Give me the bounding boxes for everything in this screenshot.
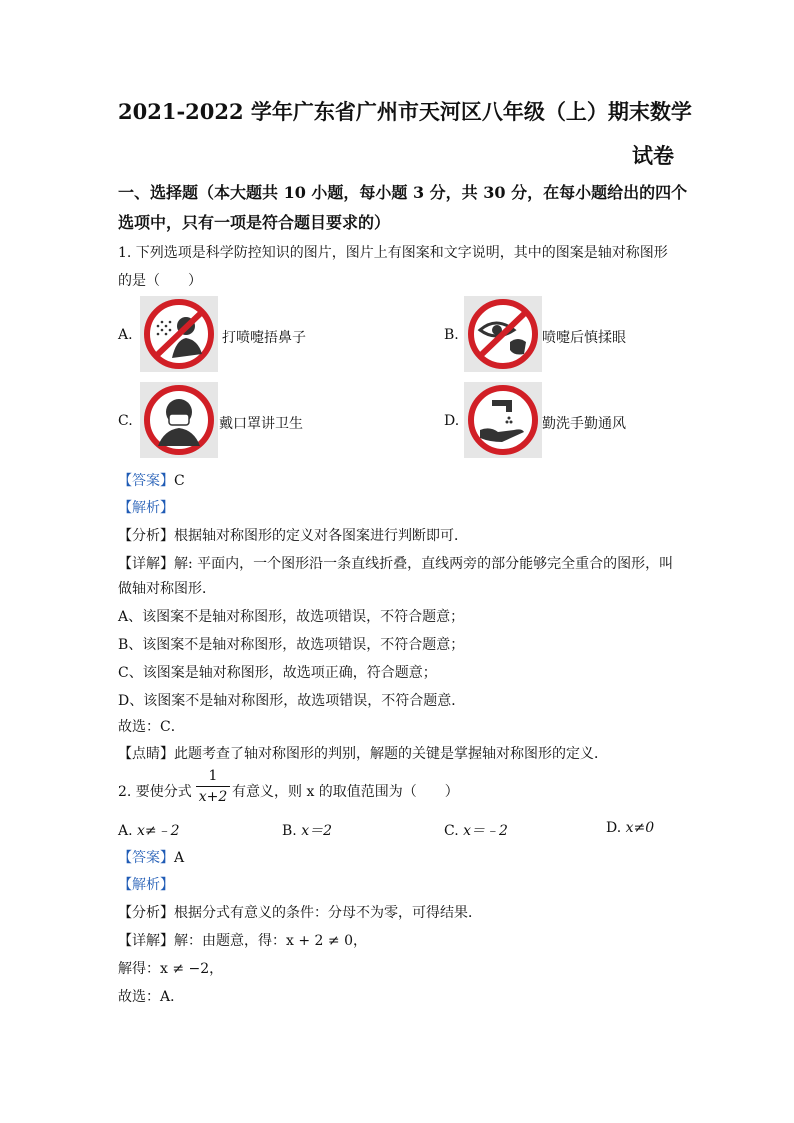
q2-stem-prefix: 2. 要使分式 (118, 784, 192, 800)
q2-conclusion: 故选：A． (118, 989, 185, 1005)
q1-option-a-text: 打喷嚏捂鼻子 (222, 330, 306, 346)
q1-option-d-text: 勤洗手勤通风 (542, 416, 626, 432)
q1-option-c-label: C. (118, 413, 133, 429)
xiangjie-text: 解：由题意，得：x + 2 ≠ 0， (174, 933, 367, 949)
no-rub-eyes-icon (464, 296, 542, 372)
q2-answer (118, 847, 184, 867)
answer-value: C (174, 473, 185, 489)
q1-stem: 1. 下列选项是科学防控知识的图片，图片上有图案和文字说明，其中的图案是轴对称图形 (118, 245, 668, 261)
fenxi-text: 根据分式有意义的条件：分母不为零，可得结果． (174, 905, 482, 921)
answer-tag: 【答案】 (118, 850, 174, 866)
xiangjie-tag: 【详解】 (118, 933, 174, 949)
document-title: 2021-2022 学年广东省广州市天河区八年级（上）期末数学 (118, 99, 692, 124)
q1-line-a: A、该图案不是轴对称图形，故选项错误，不符合题意； (118, 609, 465, 625)
q1-analysis-tag: 【解析】 (118, 500, 174, 516)
q1-line-c: C、该图案是轴对称图形，故选项正确，符合题意； (118, 665, 437, 681)
q2-option-a: A. x≠﹣2 (118, 823, 180, 839)
document-title-continued: 试卷 (632, 143, 674, 168)
fraction-numerator: 1 (196, 766, 230, 787)
q1-conclusion: 故选：C． (118, 719, 185, 735)
answer-value: A (174, 850, 185, 866)
wear-mask-icon (140, 382, 218, 458)
q2-fraction (196, 766, 230, 807)
fenxi-text: 根据轴对称图形的定义对各图案进行判断即可． (174, 528, 468, 544)
wash-hands-icon (464, 382, 542, 458)
q1-option-a-label: A. (118, 327, 133, 343)
section-heading: 一、选择题（本大题共 10 小题，每小题 3 分，共 30 分，在每小题给出的四个 (118, 183, 688, 202)
section-heading-continued: 选项中，只有一项是符合题目要求的） (118, 213, 391, 232)
fraction-denominator: x+2 (198, 789, 228, 805)
q1-fenxi (118, 525, 468, 545)
dianjing-text: 此题考查了轴对称图形的判别，解题的关键是掌握轴对称图形的定义． (174, 746, 608, 762)
q1-xiangjie (118, 553, 673, 573)
answer-tag: 【答案】 (118, 473, 174, 489)
q1-stem-continued: 的是（ ） (118, 273, 202, 289)
q1-option-d-label: D. (444, 413, 460, 429)
q2-option-b: B. x＝2 (282, 823, 333, 839)
q2-stem-suffix: 有意义，则 x 的取值范围为（ ） (232, 784, 459, 800)
q1-option-c-text: 戴口罩讲卫生 (219, 416, 303, 432)
q1-option-b-text: 喷嚏后慎揉眼 (542, 330, 626, 346)
q1-line-b: B、该图案不是轴对称图形，故选项错误，不符合题意； (118, 637, 465, 653)
q2-option-c: C. x＝﹣2 (444, 823, 508, 839)
fenxi-tag: 【分析】 (118, 905, 174, 921)
q2-solution: 解得：x ≠ −2， (118, 961, 224, 977)
q1-answer (118, 470, 185, 490)
sneeze-cover-nose-icon (140, 296, 218, 372)
q2-analysis-tag: 【解析】 (118, 877, 174, 893)
q1-dianjing (118, 743, 608, 763)
q1-xiangjie-continued: 做轴对称图形． (118, 581, 216, 597)
xiangjie-text: 解: 平面内，一个图形沿一条直线折叠，直线两旁的部分能够完全重合的图形，叫 (174, 556, 674, 572)
q2-fenxi (118, 902, 482, 922)
q2-xiangjie (118, 930, 367, 950)
q1-line-d: D、该图案不是轴对称图形，故选项错误，不符合题意． (118, 693, 466, 709)
xiangjie-tag: 【详解】 (118, 556, 174, 572)
fenxi-tag: 【分析】 (118, 528, 174, 544)
dianjing-tag: 【点睛】 (118, 746, 174, 762)
q1-option-b-label: B. (444, 327, 459, 343)
q2-option-d: D. x≠0 (606, 820, 655, 836)
